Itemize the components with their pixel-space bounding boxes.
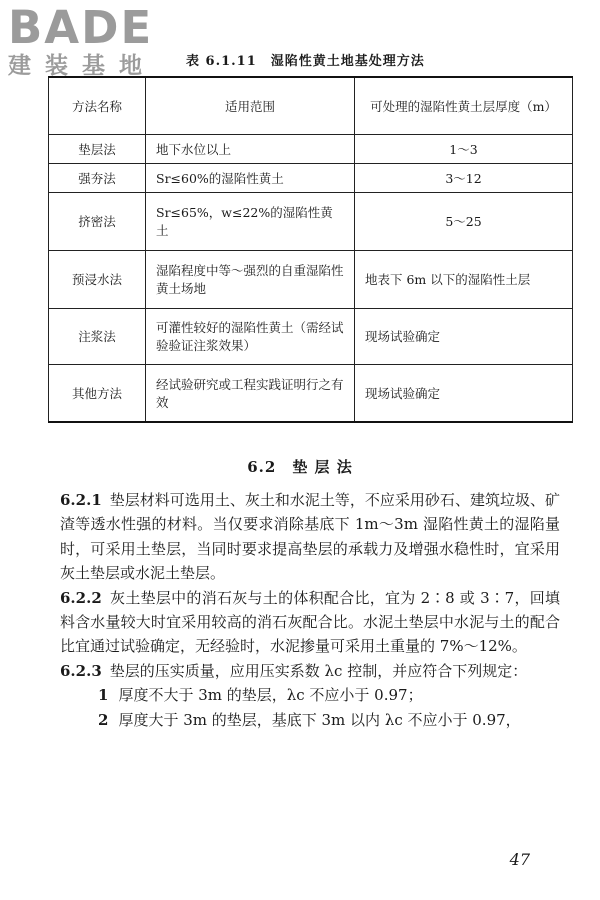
cell-scope: 湿陷程度中等～强烈的自重湿陷性黄土场地 — [146, 250, 355, 308]
cell-scope: 可灌性较好的湿陷性黄土（需经试验验证注浆效果） — [146, 308, 355, 364]
cell-scope: 经试验研究或工程实践证明行之有效 — [146, 364, 355, 422]
clause-text: 垫层的压实质量，应用压实系数 λc 控制，并应符合下列规定： — [109, 661, 528, 680]
methods-table — [48, 76, 573, 423]
cell-thickness: 现场试验确定 — [355, 364, 573, 422]
table-row — [49, 364, 573, 422]
list-item — [60, 708, 560, 732]
paragraph — [60, 488, 560, 586]
table-row — [49, 163, 573, 192]
cell-method: 挤密法 — [49, 192, 146, 250]
page-number: 47 — [509, 850, 530, 869]
cell-thickness: 5～25 — [355, 192, 573, 250]
cell-thickness: 3～12 — [355, 163, 573, 192]
cell-scope: Sr≤60%的湿陷性黄土 — [146, 163, 355, 192]
cell-thickness: 现场试验确定 — [355, 308, 573, 364]
table-row — [49, 134, 573, 163]
table-row — [49, 250, 573, 308]
cell-method: 预浸水法 — [49, 250, 146, 308]
item-text: 厚度不大于 3m 的垫层，λc 不应小于 0.97； — [118, 686, 423, 705]
clause-number: 6.2.3 — [60, 661, 102, 680]
cell-method: 强夯法 — [49, 163, 146, 192]
item-text: 厚度大于 3m 的垫层，基底下 3m 以内 λc 不应小于 0.97， — [118, 710, 521, 729]
logo — [8, 2, 184, 80]
clause-text: 灰土垫层中的消石灰与土的体积配合比，宜为 2∶8 或 3∶7，回填料含水量较大时宜采用较高的消石灰配合比。水泥土垫层中水泥与土的配合比宜通过试验确定，无经验时，水泥掺量可采用土重量的 7%～12%。 — [60, 588, 560, 656]
cell-method: 垫层法 — [49, 134, 146, 163]
paragraph — [60, 586, 560, 659]
cell-thickness: 地表下 6m 以下的湿陷性土层 — [355, 250, 573, 308]
cell-scope: 地下水位以上 — [146, 134, 355, 163]
cell-method: 注浆法 — [49, 308, 146, 364]
table-row — [49, 192, 573, 250]
body-text — [60, 488, 560, 732]
table-row — [49, 308, 573, 364]
clause-text: 垫层材料可选用土、灰土和水泥土等，不应采用砂石、建筑垃圾、矿渣等透水性强的材料。当仅要求消除基底下 1m～3m 湿陷性黄土的湿陷量时，可采用土垫层，当同时要求提高垫层的承载力及增强水稳性时，宜采用灰土垫层或水泥土垫层。 — [60, 491, 560, 583]
cell-method: 其他方法 — [49, 364, 146, 422]
clause-number: 6.2.1 — [60, 491, 102, 509]
clause-number: 6.2.2 — [60, 588, 102, 607]
table-caption: 表 6.1.11 湿陷性黄土地基处理方法 — [186, 54, 425, 69]
header-method: 方法名称 — [49, 77, 146, 134]
item-number: 2 — [98, 710, 109, 729]
cell-scope: Sr≤65%，w≤22%的湿陷性黄土 — [146, 192, 355, 250]
cell-thickness: 1～3 — [355, 134, 573, 163]
logo-text: BADE — [8, 1, 154, 54]
paragraph — [60, 659, 560, 683]
logo-subtitle: 建装基地 — [8, 53, 156, 79]
header-thickness: 可处理的湿陷性黄土层厚度（m） — [355, 77, 573, 134]
header-scope: 适用范围 — [146, 77, 355, 134]
section-title: 6.2 垫 层 法 — [247, 458, 353, 476]
table-header-row — [49, 77, 573, 134]
list-item — [60, 683, 560, 707]
item-number: 1 — [98, 686, 109, 705]
